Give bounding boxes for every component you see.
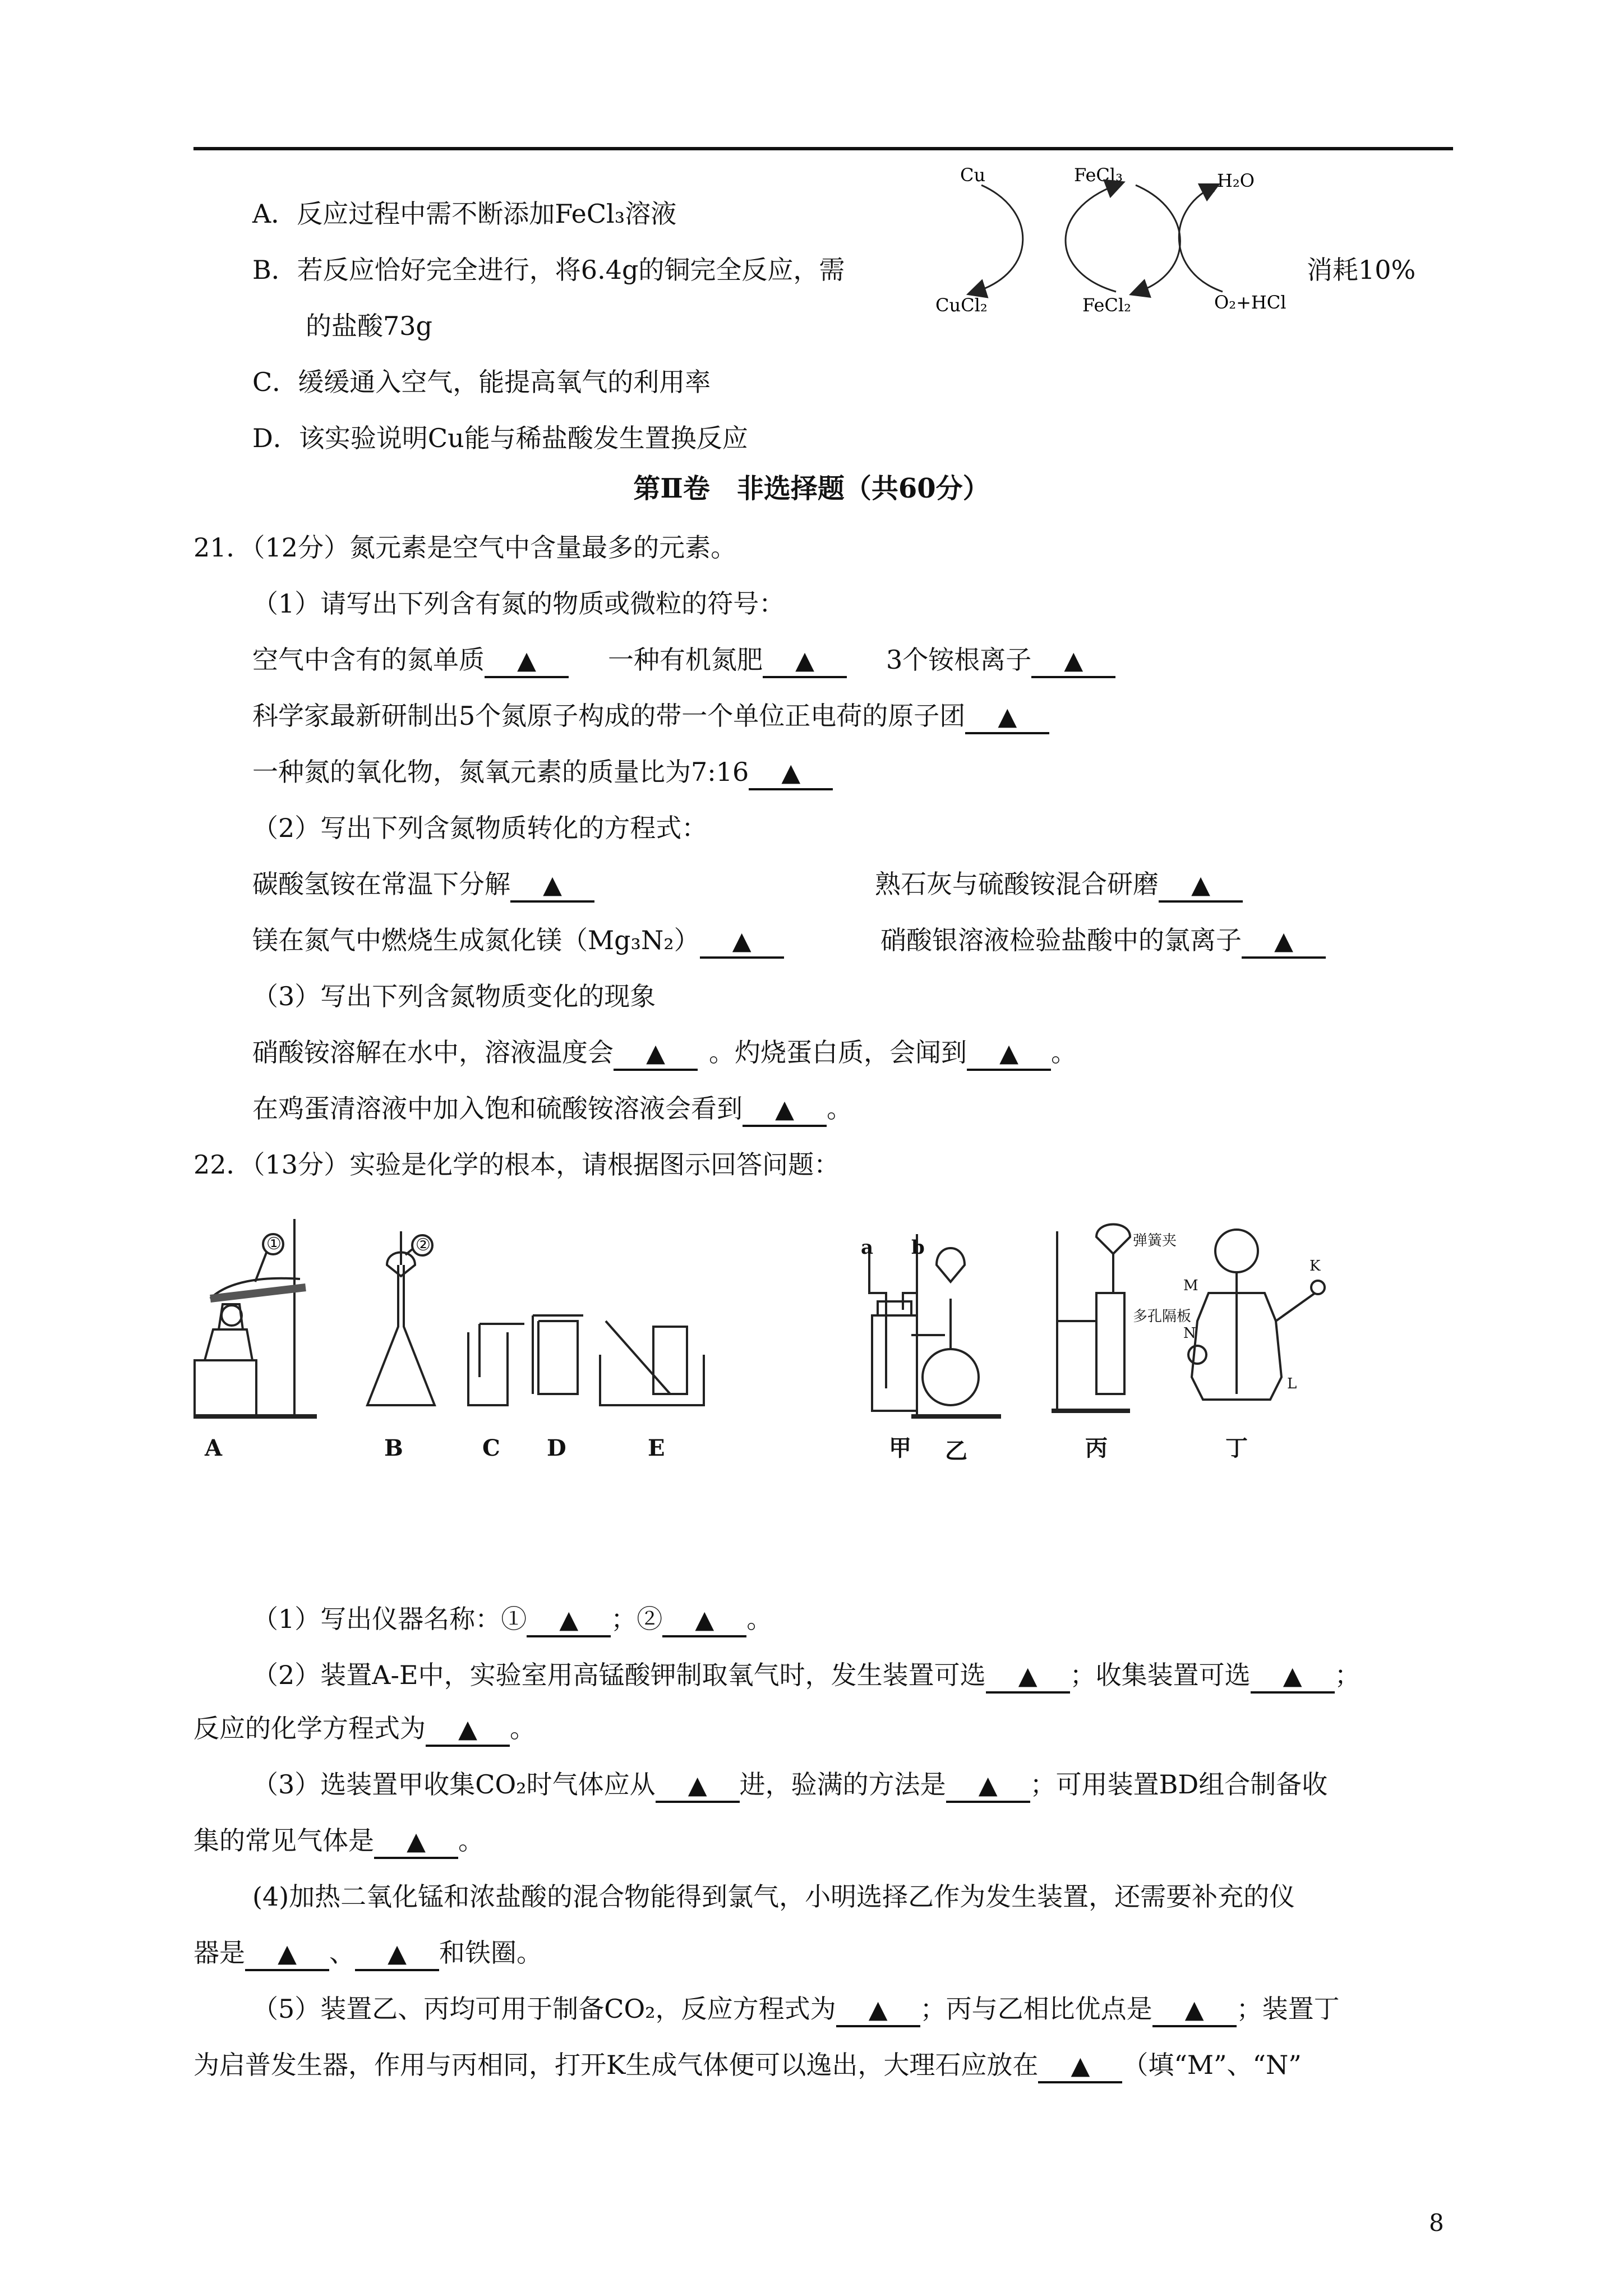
q21-l5b: 硝酸银溶液检验盐酸中的氯离子 (880, 925, 1242, 955)
q21-l3: 一种氮的氧化物，氮氧元素的质量比为7:16 (252, 757, 749, 787)
q22-sub4-line1: (4)加热二氧化锰和浓盐酸的混合物能得到氯气，小明选择乙作为发生装置，还需要补充的仪 (252, 1881, 1295, 1912)
answer-blank[interactable]: ▲ (749, 758, 833, 790)
label-d: D (547, 1435, 566, 1461)
answer-blank[interactable]: ▲ (836, 1995, 920, 2027)
q22-sub3-line2: 集的常见气体是 ▲ 。 (193, 1823, 484, 1859)
q21-l1a: 空气中含有的氮单质 (252, 645, 485, 675)
label-port-a: a (861, 1236, 874, 1259)
q20-option-b-line1: B．若反应恰好完全进行，将6.4g的铜完全反应，需 (252, 255, 845, 285)
label-n1: ① (266, 1234, 282, 1254)
cycle-fecl2: FeCl₂ (1082, 295, 1131, 316)
answer-blank[interactable]: ▲ (656, 1770, 740, 1803)
cycle-fecl3: FeCl₃ (1074, 164, 1123, 186)
answer-blank[interactable]: ▲ (374, 1826, 458, 1859)
q21-l1b: 一种有机氮肥 (608, 645, 763, 675)
q21-part3: （3）写出下列含氮物质变化的现象 (252, 981, 656, 1011)
answer-blank[interactable]: ▲ (662, 1605, 746, 1637)
q21-line2 (252, 698, 1049, 734)
cycle-h2o: H₂O (1217, 170, 1255, 191)
label-k: K (1310, 1258, 1321, 1274)
header-rule (193, 147, 1453, 150)
q22-sub2-line2: 反应的化学方程式为 ▲ 。 (193, 1711, 536, 1747)
q21-part1: （1）请写出下列含有氮的物质或微粒的符号： (252, 588, 785, 619)
answer-blank[interactable]: ▲ (614, 1038, 698, 1071)
label-n: N (1183, 1325, 1196, 1342)
q21-l4a: 碳酸氢铵在常温下分解 (252, 869, 510, 899)
answer-blank[interactable]: ▲ (527, 1605, 611, 1637)
q21-line6 (252, 1035, 1077, 1071)
label-porous: 多孔隔板 (1133, 1308, 1192, 1325)
q20-option-b-tail: 消耗10% (1307, 255, 1416, 285)
q22-sub5-line2: 为启普发生器，作用与丙相同，打开K生成气体便可以逸出，大理石应放在 ▲ （填“M”、“N” (193, 2047, 1302, 2083)
q22-sub5-line1: （5）装置乙、丙均可用于制备CO₂，反应方程式为 ▲ ；丙与乙相比优点是 ▲ ；装置丁 (252, 1991, 1340, 2027)
cycle-cu: Cu (960, 164, 986, 186)
answer-blank[interactable]: ▲ (967, 1038, 1051, 1071)
cycle-cucl2: CuCl₂ (935, 295, 988, 316)
q22-stem: 22．（13分）实验是化学的根本，请根据图示回答问题： (193, 1149, 840, 1180)
label-yi: 乙 (945, 1438, 967, 1464)
q20-option-b-line2: 的盐酸73g (306, 311, 432, 341)
answer-blank[interactable]: ▲ (1031, 646, 1115, 678)
label-b: B (384, 1435, 403, 1461)
q21-l7a: 在鸡蛋清溶液中加入饱和硫酸铵溶液会看到 (252, 1093, 743, 1124)
answer-blank[interactable]: ▲ (426, 1714, 510, 1747)
label-n2: ② (416, 1235, 431, 1255)
q21-line5b (880, 923, 1326, 959)
answer-blank[interactable]: ▲ (1242, 926, 1326, 959)
q21-line3 (252, 754, 833, 790)
answer-blank[interactable]: ▲ (965, 702, 1049, 734)
answer-blank[interactable]: ▲ (1152, 1995, 1237, 2027)
answer-blank[interactable]: ▲ (485, 646, 569, 678)
label-ding: 丁 (1225, 1435, 1248, 1461)
answer-blank[interactable]: ▲ (1038, 2051, 1122, 2083)
q21-l2: 科学家最新研制出5个氮原子构成的带一个单位正电荷的原子团 (252, 701, 966, 731)
q22-sub1: （1）写出仪器名称：① ▲ ；② ▲ 。 (252, 1602, 772, 1637)
q22-sub2-line1: （2）装置A-E中，实验室用高锰酸钾制取氧气时，发生装置可选 ▲ ；收集装置可选 ▲ ； (252, 1658, 1361, 1694)
answer-blank[interactable]: ▲ (1251, 1661, 1335, 1694)
q21-line1 (252, 642, 1115, 678)
q21-line7 (252, 1091, 852, 1127)
label-bing: 丙 (1085, 1435, 1108, 1461)
label-a: A (205, 1435, 223, 1461)
q21-l6c: 。 (1051, 1037, 1077, 1068)
answer-blank[interactable]: ▲ (946, 1770, 1030, 1803)
answer-blank[interactable]: ▲ (355, 1939, 439, 1971)
q21-l6b: 。灼烧蛋白质，会闻到 (709, 1037, 967, 1068)
label-e: E (648, 1435, 665, 1461)
answer-blank[interactable]: ▲ (1159, 870, 1243, 903)
label-port-b: b (911, 1236, 925, 1259)
q22-sub3-line1: （3）选装置甲收集CO₂时气体应从 ▲ 进，验满的方法是 ▲ ；可用装置BD组合制备收 (252, 1767, 1327, 1803)
cycle-o2hcl: O₂+HCl (1214, 292, 1287, 313)
q20-option-a: A．反应过程中需不断添加FeCl₃溶液 (252, 199, 677, 229)
q20-option-c: C．缓缓通入空气，能提高氧气的利用率 (252, 367, 711, 397)
page-number: 8 (1429, 2209, 1444, 2237)
answer-blank[interactable]: ▲ (763, 646, 847, 678)
q21-l1c: 3个铵根离子 (886, 645, 1032, 675)
answer-blank[interactable]: ▲ (700, 926, 784, 959)
label-c: C (482, 1435, 500, 1461)
label-m: M (1183, 1277, 1198, 1294)
q21-line4b (875, 867, 1243, 903)
lab-apparatus-figure (188, 1209, 1489, 1467)
answer-blank[interactable]: ▲ (245, 1939, 329, 1971)
q21-part2: （2）写出下列含氮物质转化的方程式： (252, 813, 708, 843)
q21-line4a (252, 867, 594, 903)
label-l: L (1287, 1375, 1297, 1392)
label-spring-clip: 弹簧夹 (1133, 1232, 1177, 1249)
q21-l5a: 镁在氮气中燃烧生成氮化镁（Mg₃N₂） (252, 925, 700, 955)
q21-line5a (252, 923, 784, 959)
q22-sub4-line2: 器是 ▲ 、 ▲ 和铁圈。 (193, 1935, 542, 1971)
q21-l7b: 。 (827, 1093, 852, 1124)
q21-stem: 21．（12分）氮元素是空气中含量最多的元素。 (193, 532, 737, 563)
answer-blank[interactable]: ▲ (986, 1661, 1070, 1694)
q20-option-d: D．该实验说明Cu能与稀盐酸发生置换反应 (252, 423, 748, 453)
answer-blank[interactable]: ▲ (510, 870, 594, 903)
answer-blank[interactable]: ▲ (743, 1094, 827, 1127)
label-jia: 甲 (889, 1435, 911, 1461)
redox-cycle-diagram (909, 160, 1312, 334)
q21-l6a: 硝酸铵溶解在水中，溶液温度会 (252, 1037, 614, 1068)
section-title: 第Ⅱ卷 非选择题（共60分） (633, 473, 990, 504)
q21-l4b: 熟石灰与硫酸铵混合研磨 (875, 869, 1159, 899)
